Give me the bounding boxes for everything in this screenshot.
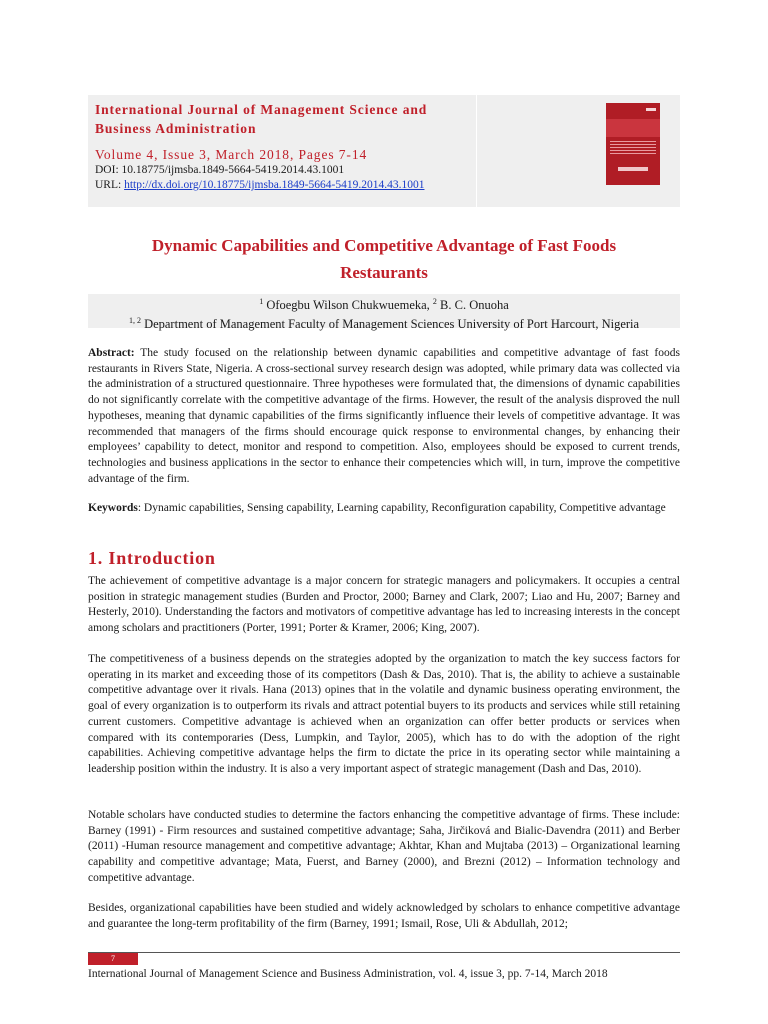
paper-title-line2: Restaurants: [340, 263, 428, 282]
journal-title-line1: International Journal of Management Science and: [95, 102, 428, 117]
cover-text-lines: [610, 141, 656, 155]
author2-sup: 2: [432, 297, 437, 306]
affiliation-line: [88, 313, 680, 332]
journal-title-line2: Business Administration: [95, 121, 257, 136]
section-heading-introduction: 1. Introduction: [88, 548, 216, 568]
abstract: [88, 346, 680, 487]
journal-title: [95, 100, 475, 138]
affiliation-sup: 1, 2: [128, 316, 141, 326]
authors-block: [88, 294, 680, 332]
journal-info: [95, 100, 475, 193]
intro-paragraph-2: The competitiveness of a business depends on the strategies adopted by the organization to match the key success factors for operating in its market and exceeding those of its competitors (Dash & Das, 2010). That is, the ability to achieve a sustainable competitive advantage over it rivals. Hana (2013) opines that in the volatile and dynamic business operating environment, the goal of every organization is to outperform its rivals and attract potential buyers to its products and services while still retaining current customers. Competitive advantage is achieved when an organization can offer better products or services when compared with its contemporaries (Dess, Lumpkin, and Taylor, 2005), which has to do with the adoption of the right capabilities. Achieving competitive advantage helps the firm to dictate the price in its operating sector while maintaining a leadership position within the industry. It is also a very important aspect of strategic management (Dash and Das, 2010).: [88, 653, 680, 775]
keywords: [88, 501, 680, 517]
footer-citation: International Journal of Management Science and Business Administration, vol. 4, issue 3, pp. 7-14, March 2018: [88, 968, 608, 980]
volume-info: Volume 4, Issue 3, March 2018, Pages 7-14: [95, 147, 368, 162]
author1-sup: 1: [259, 297, 264, 306]
intro-paragraph-3: Notable scholars have conducted studies to determine the factors enhancing the competitive advantage of firms. These include: Barney (1991) - Firm resources and sustained competitive advantage; Saha, Jirčiková and Bialic-Davendra (2011) and Berber (2011) -Human resource management and competitive advantage; Akhtar, Khan and Mujtaba (2013) – Organizational learning capability and competitive advantage; Mata, Fuerst, and Barney (2000), and Brezni (2012) – Information technology and competitive advantage.: [88, 809, 680, 884]
footer-rule: [88, 952, 680, 953]
keywords-text: : Dynamic capabilities, Sensing capability, Learning capability, Reconfiguration capability, Competitive advantage: [137, 502, 666, 514]
intro-paragraph-1: The achievement of competitive advantage is a major concern for strategic managers and policymakers. It occupies a central position in strategic management studies (Burden and Proctor, 2000; Barney and Clark, 2007; Liao and Hu, 2007; Barney and Hesterly, 2010). Understanding the factors and motivators of competitive advantage has led to increasing interests in the concept among scholars and practitioners (Porter, 1991; Porter & Kramer, 2006; King, 2007).: [88, 575, 680, 635]
affiliation: Department of Management Faculty of Management Sciences University of Port Harcourt, Nigeria: [140, 317, 640, 332]
author2: B. C. Onuoha: [436, 298, 509, 313]
url-line: [95, 178, 475, 193]
keywords-label: Keywords: [88, 502, 138, 514]
doi-line: DOI: 10.18775/ijmsba.1849-5664-5419.2014.43.1001: [95, 164, 345, 176]
journal-header: [88, 95, 680, 207]
url-label: URL:: [95, 179, 125, 191]
paper-title-line1: Dynamic Capabilities and Competitive Advantage of Fast Foods: [151, 236, 617, 255]
header-divider: [476, 95, 477, 207]
page-number: 7: [88, 953, 138, 965]
cover-tab: [646, 108, 656, 111]
journal-cover-image: [606, 103, 660, 185]
author1: Ofoegbu Wilson Chukwuemeka,: [263, 298, 433, 313]
doi-link[interactable]: http://dx.doi.org/10.18775/ijmsba.1849-5664-5419.2014.43.1001: [124, 179, 425, 191]
cover-label: [618, 167, 648, 171]
cover-band: [606, 119, 660, 137]
author-line: [88, 294, 680, 313]
abstract-text: The study focused on the relationship between dynamic capabilities and competitive advantage of fast foods restaurants in Rivers State, Nigeria. A cross-sectional survey research design was adopted, while primary data was collected via the administration of a structured questionnaire. Three hypotheses were formulated that, the dimensions of dynamic capabilities do not significantly correlate with the competitive advantage of the firms. However, the result of the analysis disproved the null hypotheses, meaning that dynamic capabilities of the firms significantly influence their levels of competitive advantage. It was recommended that managers of the firms should encourage quick response to environmental changes, by enhancing their employees’ capability to detect, monitor and respond to competition. Also, employees should be exposed to current trends, technologies and business applications in the sector to enhance their competencies which will, in turn, improve the competitive advantage of the firm.: [88, 347, 680, 485]
intro-paragraph-4: Besides, organizational capabilities have been studied and widely acknowledged by scholars to enhance competitive advantage and guarantee the long-term profitability of the firm (Barney, 1991; Ismail, Rose, Uli & Abdullah, 2012;: [88, 902, 680, 930]
paper-title: [88, 232, 680, 286]
abstract-label: Abstract:: [88, 347, 135, 359]
